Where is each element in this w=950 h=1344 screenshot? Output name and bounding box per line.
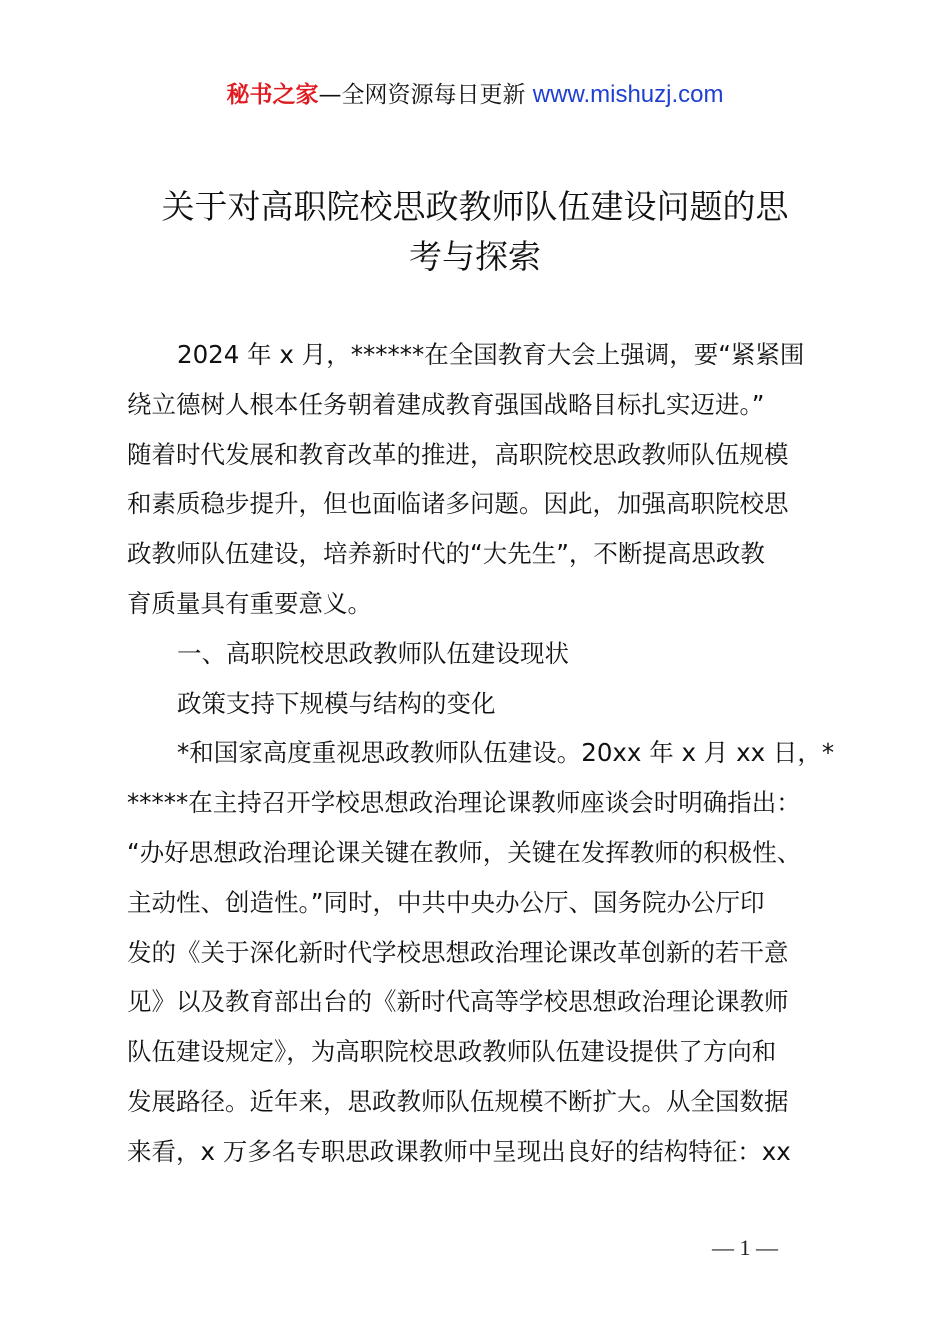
document-title xyxy=(120,182,830,282)
body-line: “办好思想政治理论课关键在教师，关键在发挥教师的积极性、 xyxy=(127,837,802,867)
body-line: 绕立德树人根本任务朝着建成教育强国战略目标扎实迈进。” xyxy=(127,389,765,419)
section-heading: 一、高职院校思政教师队伍建设现状 xyxy=(177,638,569,668)
body-line: 政教师队伍建设，培养新时代的“大先生”，不断提高思政教 xyxy=(127,539,765,569)
body-line: 随着时代发展和教育改革的推进，高职院校思政教师队伍规模 xyxy=(127,439,789,469)
document-body xyxy=(127,330,835,1177)
body-line: 和素质稳步提升，但也面临诸多问题。因此，加强高职院校思 xyxy=(127,489,789,519)
brand-name: 秘书之家 xyxy=(226,82,319,108)
body-line: 发展路径。近年来，思政教师队伍规模不断扩大。从全国数据 xyxy=(127,1086,789,1116)
body-line: 发的《关于深化新时代学校思想政治理论课改革创新的若干意 xyxy=(127,937,789,967)
body-line: 主动性、创造性。”同时，中共中央办公厅、国务院办公厅印 xyxy=(127,887,765,917)
title-line-1: 关于对高职院校思政教师队伍建设问题的思 xyxy=(161,187,789,226)
body-line: 育质量具有重要意义。 xyxy=(127,588,372,618)
page-number: — 1 — xyxy=(712,1235,778,1260)
body-line: 2024 年 x 月，******在全国教育大会上强调，要“紧紧围 xyxy=(177,340,805,369)
header-tagline: —全网资源每日更新 xyxy=(318,82,526,108)
site-url-link[interactable]: www.mishuzj.com xyxy=(532,81,724,108)
body-line: 队伍建设规定》，为高职院校思政教师队伍建设提供了方向和 xyxy=(127,1037,777,1067)
site-header xyxy=(0,78,950,112)
title-line-2: 考与探索 xyxy=(409,237,541,276)
body-line: *和国家高度重视思政教师队伍建设。20xx 年 x 月 xx 日，* xyxy=(177,738,835,768)
subsection-heading: 政策支持下规模与结构的变化 xyxy=(177,688,496,718)
body-line: 来看，x 万多名专职思政课教师中呈现出良好的结构特征：xx xyxy=(127,1136,791,1166)
body-line: *****在主持召开学校思想政治理论课教师座谈会时明确指出： xyxy=(127,788,801,818)
body-line: 见》以及教育部出台的《新时代高等学校思想政治理论课教师 xyxy=(127,987,789,1017)
